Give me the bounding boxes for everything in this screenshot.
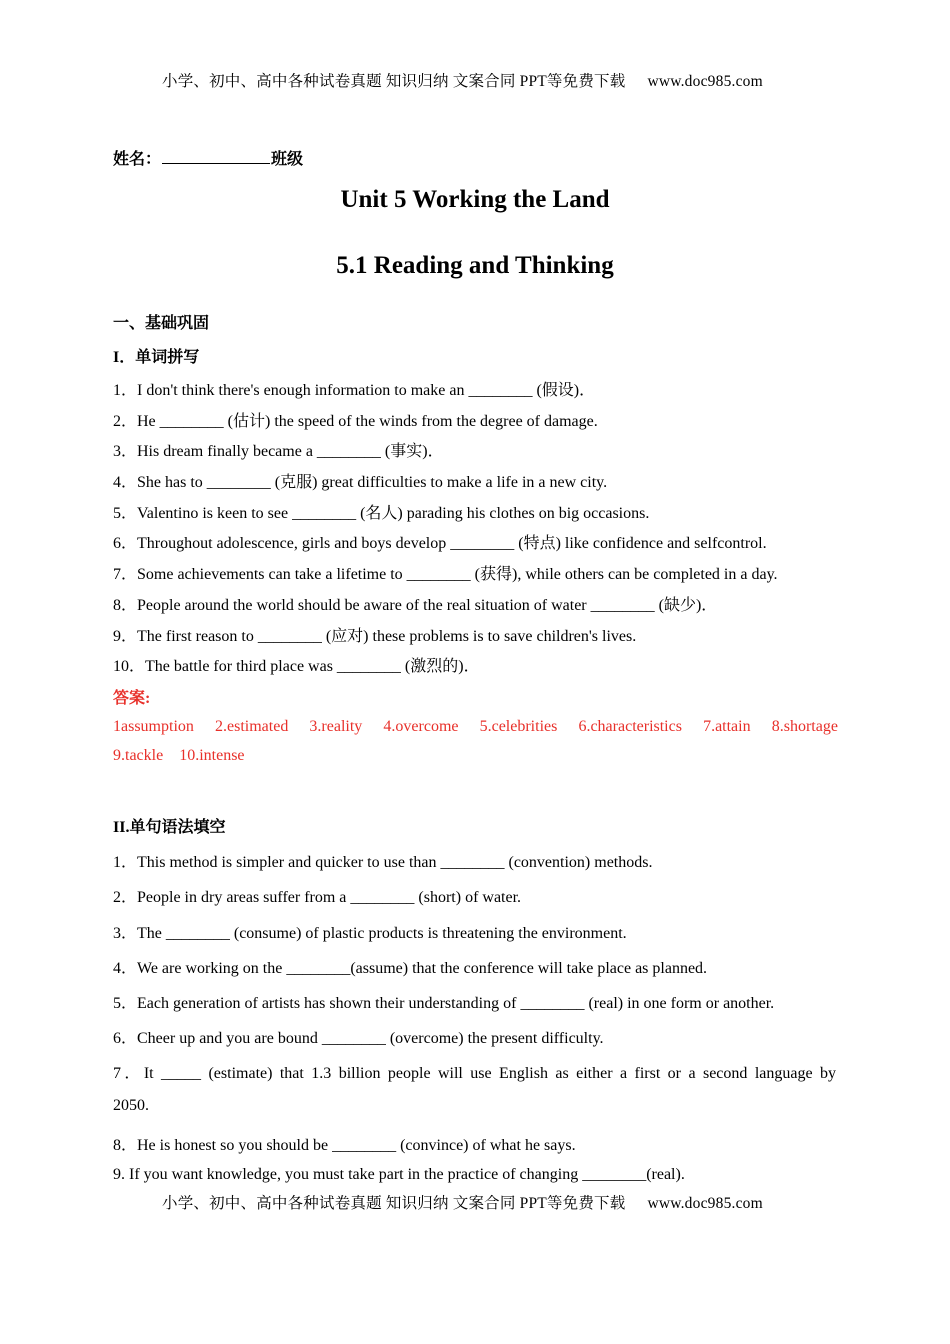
answer-item: 2.estimated [215,718,289,735]
header-site-link[interactable]: www.doc985.com [647,73,763,90]
answer-list-line2 [113,747,261,765]
answer-item: 7.attain [703,718,751,735]
question: 3．His dream finally became a ________ (事实)． [113,443,444,460]
answer-item: 10.intense [179,747,245,764]
question: 5．Each generation of artists has shown their understanding of ________ (real) in one form or another. [113,995,775,1012]
question: 5．Valentino is keen to see ________ (名人) parading his clothes on big occasions. [113,505,650,522]
question: 8．People around the world should be aware of the real situation of water ________ (缺少)． [113,597,718,614]
question: 6．Throughout adolescence, girls and boys develop ________ (特点) like confidence and selfcontrol. [113,535,767,552]
answer-item: 4.overcome [383,718,459,735]
question: 9. If you want knowledge, you must take part in the practice of changing ________(real). [113,1166,685,1183]
footer-site-link[interactable]: www.doc985.com [647,1195,763,1212]
answer-list-line1 [113,718,838,736]
page-footer [162,1191,763,1213]
name-class-row [113,146,303,169]
section-heading-basics: 一、基础巩固 [113,315,210,332]
class-label: 班级 [271,151,304,168]
answer-item: 9.tackle [113,747,164,764]
question: 2．He ________ (估计) the speed of the winds from the degree of damage. [113,413,598,430]
answer-item: 1assumption [113,718,194,735]
footer-text: 小学、初中、高中各种试卷真题 知识归纳 文案合同 PPT等免费下载 [162,1195,626,1212]
question: 8．He is honest so you should be ________ (convince) of what he says. [113,1137,576,1154]
page-header [162,69,763,91]
answer-item: 5.celebrities [479,718,558,735]
question: 7．Some achievements can take a lifetime to ________ (获得), while others can be completed in a day. [113,566,778,583]
part2-heading: II.单句语法填空 [113,819,226,836]
question: 10．The battle for third place was ________ (激烈的)． [113,658,480,675]
question: 3．The ________ (consume) of plastic products is threatening the environment. [113,925,627,942]
question: 1．I don't think there's enough information to make an ________ (假设)． [113,382,596,399]
part1-heading: I．单词拼写 [113,349,200,366]
question: 6．Cheer up and you are bound ________ (overcome) the present difficulty. [113,1030,604,1047]
name-label: 姓名： [113,151,162,168]
question: 4．We are working on the ________(assume) that the conference will take place as planned. [113,960,708,977]
answer-item: 6.characteristics [578,718,682,735]
answer-label: 答案: [113,690,151,707]
header-text: 小学、初中、高中各种试卷真题 知识归纳 文案合同 PPT等免费下载 [162,73,626,90]
question-continuation: 2050. [113,1097,149,1114]
question: 7．It _____ (estimate) that 1.3 billion people will use English as either a first or a second language by [113,1065,836,1082]
name-blank-line [162,149,270,164]
question: 4．She has to ________ (克服) great difficulties to make a life in a new city. [113,474,608,491]
page-subtitle: 5.1 Reading and Thinking [336,252,614,279]
answer-item: 3.reality [309,718,363,735]
page-title: Unit 5 Working the Land [340,186,610,213]
question: 1．This method is simpler and quicker to use than ________ (convention) methods. [113,854,653,871]
answer-item: 8.shortage [771,718,838,735]
question: 9．The first reason to ________ (应对) these problems is to save children's lives. [113,628,637,645]
question: 2．People in dry areas suffer from a ________ (short) of water. [113,889,522,906]
